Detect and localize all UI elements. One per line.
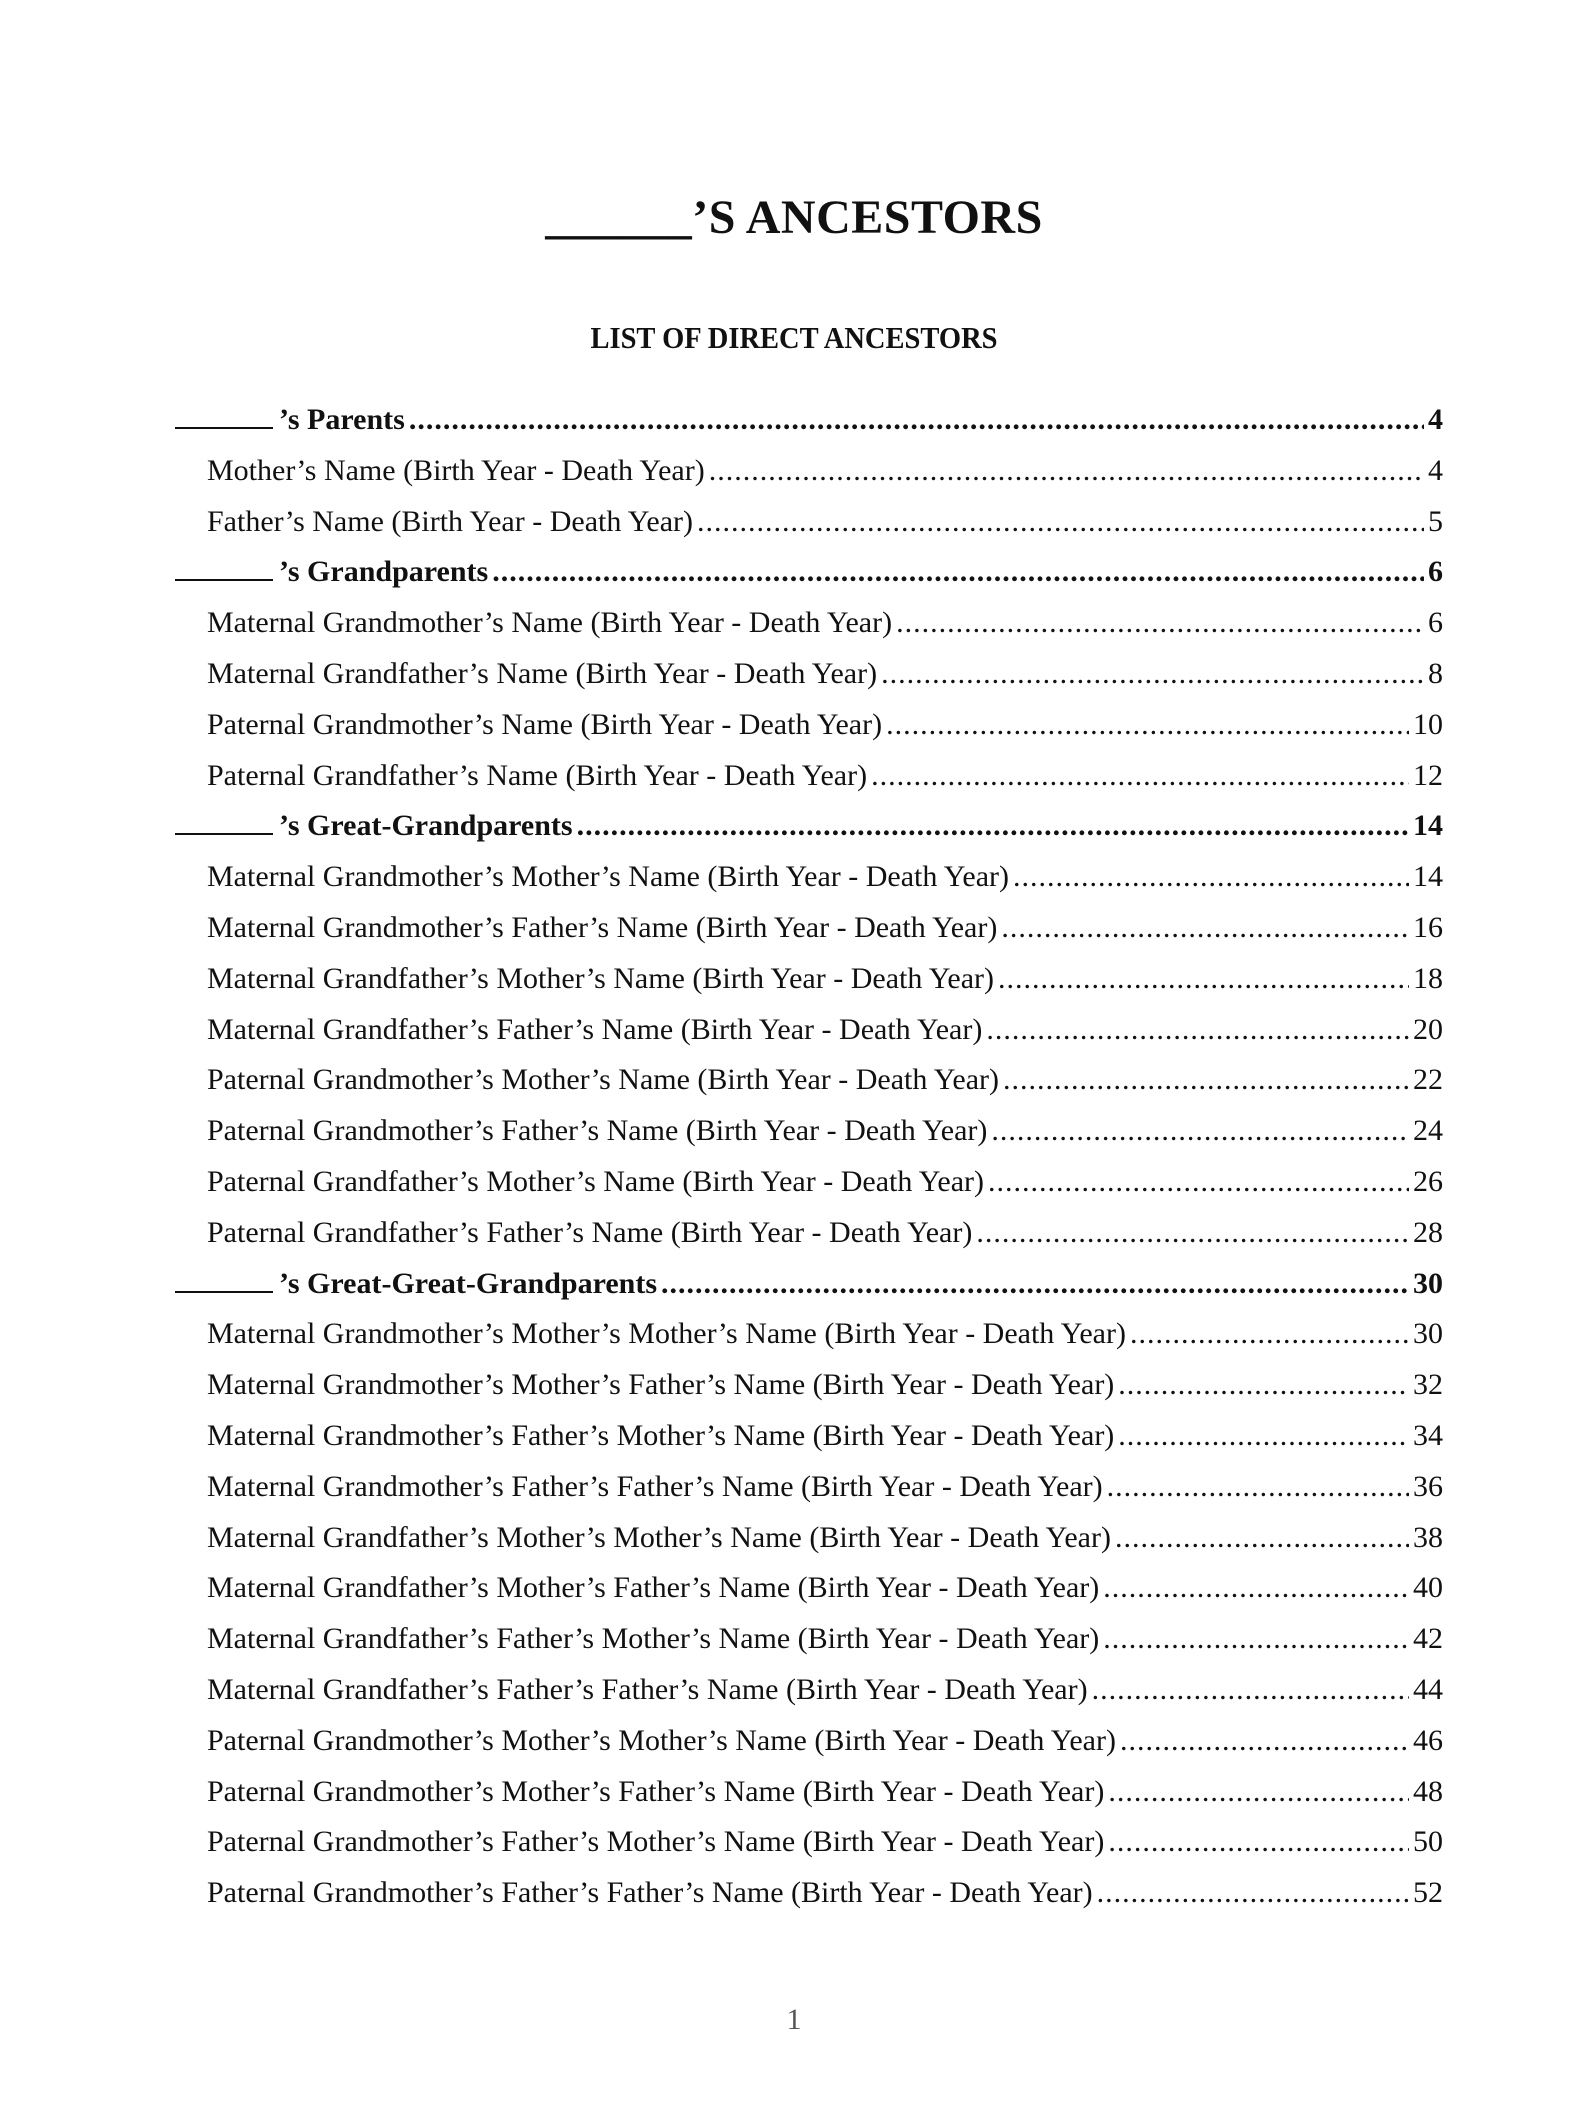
toc-entry-label: Maternal Grandfather’s Mother’s Father’s Name (Birth Year - Death Year) (207, 1571, 1100, 1605)
toc-entry-page-number: 46 (1413, 1723, 1443, 1757)
dot-leader (1107, 1462, 1409, 1513)
table-of-contents (175, 395, 1443, 1919)
dot-leader (1001, 903, 1409, 954)
toc-entry-label: Maternal Grandmother’s Father’s Father’s Name (Birth Year - Death Year) (207, 1469, 1103, 1503)
toc-entry[interactable] (175, 1005, 1443, 1056)
toc-entry-label: Maternal Grandmother’s Father’s Name (Birth Year - Death Year) (207, 910, 998, 944)
toc-entry[interactable] (175, 1665, 1443, 1716)
toc-entry-page-number: 40 (1413, 1571, 1443, 1605)
dot-leader (1097, 1868, 1409, 1919)
dot-leader (577, 801, 1409, 852)
document-title: ______’S ANCESTORS (545, 191, 1043, 244)
toc-entry-page-number: 20 (1413, 1012, 1443, 1046)
toc-entry-label: Paternal Grandmother’s Mother’s Father’s Name (Birth Year - Death Year) (207, 1774, 1105, 1808)
toc-entry[interactable] (175, 1462, 1443, 1513)
toc-entry[interactable] (175, 1360, 1443, 1411)
name-blank-line (175, 397, 273, 429)
page-number: 1 (786, 2003, 802, 2036)
toc-entry-page-number: 48 (1413, 1774, 1443, 1808)
toc-entry-label: Maternal Grandfather’s Mother’s Mother’s Name (Birth Year - Death Year) (207, 1520, 1111, 1554)
toc-entry-page-number: 42 (1413, 1622, 1443, 1656)
toc-section-label (175, 1259, 657, 1310)
toc-entry-page-number: 18 (1413, 961, 1443, 995)
toc-entry-page-number: 26 (1413, 1164, 1443, 1198)
toc-entry-page-number: 30 (1413, 1317, 1443, 1351)
toc-entry[interactable] (175, 1767, 1443, 1818)
dot-leader (1092, 1665, 1409, 1716)
toc-entry[interactable] (175, 852, 1443, 903)
toc-entry-label: Paternal Grandmother’s Father’s Father’s Name (Birth Year - Death Year) (207, 1876, 1093, 1910)
toc-section-label (175, 547, 488, 598)
toc-entry-label: Maternal Grandfather’s Father’s Name (Birth Year - Death Year) (207, 1012, 983, 1046)
toc-section-page-number: 4 (1428, 403, 1443, 436)
toc-entry[interactable] (175, 1411, 1443, 1462)
dot-leader (1115, 1513, 1409, 1564)
dot-leader (998, 954, 1409, 1005)
toc-entry-label: Maternal Grandmother’s Mother’s Mother’s Name (Birth Year - Death Year) (207, 1317, 1126, 1351)
dot-leader (986, 1005, 1409, 1056)
toc-entry[interactable] (175, 1513, 1443, 1564)
toc-entry-page-number: 36 (1413, 1469, 1443, 1503)
dot-leader (1108, 1767, 1409, 1818)
toc-entry-label: Paternal Grandmother’s Father’s Mother’s Name (Birth Year - Death Year) (207, 1825, 1105, 1859)
toc-entry-page-number: 8 (1428, 656, 1443, 690)
toc-entry[interactable] (175, 1817, 1443, 1868)
toc-section-heading[interactable] (175, 547, 1443, 598)
toc-entry-page-number: 14 (1413, 860, 1443, 894)
toc-entry[interactable] (175, 1157, 1443, 1208)
toc-entry[interactable] (175, 1716, 1443, 1767)
dot-leader (896, 598, 1424, 649)
toc-entry-label: Paternal Grandmother’s Mother’s Name (Birth Year - Death Year) (207, 1063, 1000, 1097)
toc-entry-page-number: 22 (1413, 1063, 1443, 1097)
dot-leader (1108, 1817, 1409, 1868)
toc-entry-label: Mother’s Name (Birth Year - Death Year) (207, 453, 705, 487)
dot-leader (661, 1259, 1409, 1310)
dot-leader (1120, 1716, 1409, 1767)
toc-entry[interactable] (175, 1563, 1443, 1614)
toc-section-heading[interactable] (175, 395, 1443, 446)
toc-entry-label: Maternal Grandmother’s Mother’s Name (Birth Year - Death Year) (207, 860, 1010, 894)
toc-entry[interactable] (175, 1208, 1443, 1259)
toc-entry-page-number: 12 (1413, 758, 1443, 792)
toc-section-page-number: 30 (1413, 1266, 1443, 1300)
toc-section-title: ’s Parents (279, 403, 405, 436)
toc-entry-label: Maternal Grandfather’s Name (Birth Year - Death Year) (207, 656, 878, 690)
toc-entry-page-number: 32 (1413, 1368, 1443, 1402)
toc-entry[interactable] (175, 446, 1443, 497)
toc-entry-label: Paternal Grandmother’s Mother’s Mother’s Name (Birth Year - Death Year) (207, 1723, 1116, 1757)
toc-entry-label: Paternal Grandfather’s Father’s Name (Birth Year - Death Year) (207, 1215, 973, 1249)
toc-entry-page-number: 38 (1413, 1520, 1443, 1554)
dot-leader (988, 1157, 1409, 1208)
toc-entry-label: Maternal Grandfather’s Mother’s Name (Birth Year - Death Year) (207, 961, 995, 995)
document-subtitle: LIST OF DIRECT ANCESTORS (590, 320, 998, 355)
name-blank-line (175, 803, 273, 835)
dot-leader (492, 547, 1424, 598)
dot-leader (697, 497, 1424, 548)
toc-entry-page-number: 50 (1413, 1825, 1443, 1859)
toc-entry-label: Maternal Grandfather’s Father’s Father’s Name (Birth Year - Death Year) (207, 1672, 1088, 1706)
toc-entry-page-number: 28 (1413, 1215, 1443, 1249)
toc-entry[interactable] (175, 954, 1443, 1005)
toc-section-title: ’s Great-Grandparents (279, 809, 573, 843)
dot-leader (1103, 1563, 1409, 1614)
toc-entry[interactable] (175, 903, 1443, 954)
toc-entry-label: Paternal Grandfather’s Name (Birth Year - Death Year) (207, 758, 868, 792)
toc-section-label (175, 395, 405, 446)
toc-entry-page-number: 52 (1413, 1876, 1443, 1910)
dot-leader (991, 1106, 1409, 1157)
dot-leader (881, 649, 1424, 700)
toc-section-heading[interactable] (175, 801, 1443, 852)
toc-entry-page-number: 44 (1413, 1672, 1443, 1706)
dot-leader (871, 751, 1409, 802)
name-blank-line (175, 1261, 273, 1293)
dot-leader (1118, 1360, 1409, 1411)
toc-entry[interactable] (175, 1106, 1443, 1157)
toc-entry[interactable] (175, 497, 1443, 548)
dot-leader (1013, 852, 1409, 903)
dot-leader (976, 1208, 1409, 1259)
toc-entry-page-number: 10 (1413, 707, 1443, 741)
toc-entry-page-number: 6 (1428, 606, 1443, 640)
toc-section-title: ’s Grandparents (279, 555, 489, 589)
toc-entry-label: Paternal Grandfather’s Mother’s Name (Birth Year - Death Year) (207, 1164, 985, 1198)
toc-entry-label: Maternal Grandfather’s Father’s Mother’s Name (Birth Year - Death Year) (207, 1622, 1100, 1656)
toc-entry-page-number: 34 (1413, 1418, 1443, 1452)
toc-section-label (175, 801, 573, 852)
toc-entry-page-number: 24 (1413, 1114, 1443, 1148)
toc-entry[interactable] (175, 751, 1443, 802)
dot-leader (1118, 1411, 1409, 1462)
dot-leader (409, 395, 1424, 446)
toc-entry[interactable] (175, 1614, 1443, 1665)
toc-entry[interactable] (175, 1868, 1443, 1919)
dot-leader (709, 446, 1424, 497)
toc-entry-label: Paternal Grandmother’s Name (Birth Year - Death Year) (207, 707, 883, 741)
toc-entry-label: Maternal Grandmother’s Name (Birth Year - Death Year) (207, 606, 893, 640)
toc-entry[interactable] (175, 1055, 1443, 1106)
dot-leader (1130, 1309, 1409, 1360)
toc-section-page-number: 14 (1413, 809, 1443, 843)
toc-section-heading[interactable] (175, 1259, 1443, 1310)
toc-entry[interactable] (175, 649, 1443, 700)
toc-section-title: ’s Great-Great-Grandparents (279, 1266, 658, 1300)
toc-entry-label: Maternal Grandmother’s Father’s Mother’s Name (Birth Year - Death Year) (207, 1418, 1115, 1452)
toc-entry[interactable] (175, 700, 1443, 751)
name-blank-line (175, 549, 273, 581)
toc-entry-page-number: 16 (1413, 910, 1443, 944)
dot-leader (1103, 1614, 1409, 1665)
toc-entry-label: Paternal Grandmother’s Father’s Name (Birth Year - Death Year) (207, 1114, 988, 1148)
dot-leader (1003, 1055, 1409, 1106)
toc-entry-page-number: 5 (1428, 504, 1443, 538)
toc-entry-label: Father’s Name (Birth Year - Death Year) (207, 504, 694, 538)
dot-leader (886, 700, 1409, 751)
toc-entry[interactable] (175, 1309, 1443, 1360)
toc-section-page-number: 6 (1428, 555, 1443, 589)
toc-entry-label: Maternal Grandmother’s Mother’s Father’s Name (Birth Year - Death Year) (207, 1368, 1115, 1402)
toc-entry-page-number: 4 (1428, 453, 1443, 487)
toc-entry[interactable] (175, 598, 1443, 649)
